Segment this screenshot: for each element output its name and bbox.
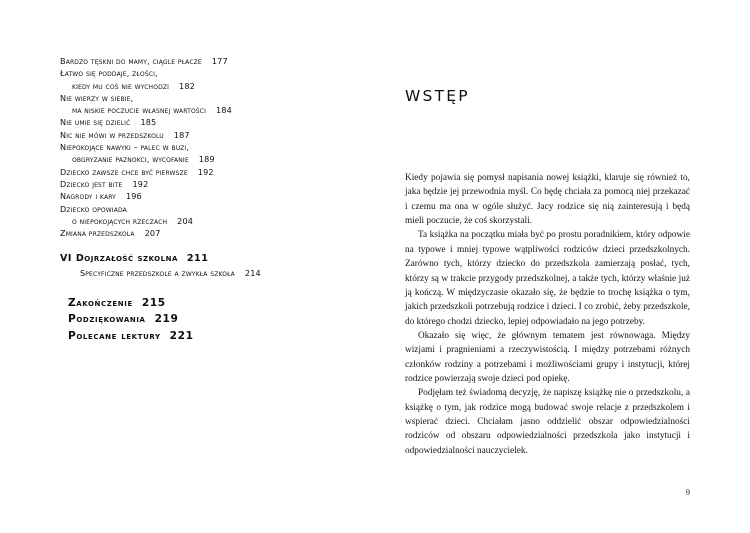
toc-item-page: 204 [177, 215, 194, 226]
toc-item-label: Dziecko jest bite [60, 178, 123, 189]
toc-item-page: 189 [198, 154, 215, 165]
toc-item-label: Nie umie się dzielić [60, 117, 131, 128]
toc-major-page: 215 [141, 297, 166, 310]
toc-section-header [60, 252, 347, 267]
toc-item-label: Dziecko opowiada [60, 203, 127, 214]
toc-major-page: 221 [169, 329, 194, 342]
toc-major-label: Zakończenie [68, 297, 133, 310]
paragraph: Kiedy pojawia się pomysł napisania nowej książki, klaruje się również to, jaka będzie jej przewodnia myśl. Co będę chciała za pomocą niej przekazać i czemu ma ona w ogóle służyć. Jacy rodzice się nią zainteresują i będą mieli poczucie, że coś skorzystali. [405, 173, 690, 227]
paragraph: Okazało się więc, że głównym tematem jest równowaga. Między wizjami i pragnieniami a rzeczywistością. I między potrzebami różnych członków rodziny a potrzebami i możliwościami grupy i instytucji, której rodzice powierzają swoje dzieci pod opiekę. [405, 330, 690, 385]
chapter-title: WSTĘP [405, 87, 470, 105]
right-page-introduction [375, 0, 750, 533]
toc-section-label: VI Dojrzałość szkolna [60, 253, 178, 265]
toc-item-label: Niepokojące nawyki – palec w buzi, [60, 142, 190, 153]
toc-item-page: 177 [211, 56, 228, 66]
toc-item-page: 192 [132, 178, 149, 189]
toc-item-label: ma niskie poczucie własnej wartości [72, 105, 207, 116]
toc-major-page: 219 [154, 313, 179, 326]
toc-item [60, 116, 347, 128]
toc-major-label: Podziękowania [68, 313, 146, 326]
toc-item-label: Nic nie mówi w przedszkolu [60, 129, 164, 140]
toc-item-page: 185 [140, 117, 157, 128]
paragraph: Podjęłam też świadomą decyzję, że napiszę książkę nie o przedszkolu, a książkę o tym, jak rodzice mogą budować swoje relacje z przedszkolem i wspierać dzieci. Chciałam jasno oddzielić obszar odpowiedzialności rodziców od obszaru odpowiedzialności przedszkola jako instytucji i odpowiedzialności nauczycielek. [405, 388, 690, 456]
toc-item-label: kiedy mu coś nie wychodzi [72, 80, 170, 91]
toc-major-item [68, 328, 347, 344]
toc-item-label: Zmiana przedszkola [60, 228, 135, 239]
toc-item [60, 129, 347, 141]
toc-item [80, 267, 347, 279]
paragraph: Ta książka na początku miała być po prostu poradnikiem, który odpowie na typowe i mniej typowe wątpliwości rodziców dzieci przedszkolnych. Zarówno tych, którzy dziecko do przedszkola zamierzają posłać, tych, którzy są w trakcie przygody przedszkolnej, a także tych, którzy właśnie już ją kończą. W międzyczasie okazało się, że będzie to trochę książka o tym, jakich przedszkoli potrzebują rodzice i dzieci. I co zrobić, żeby przedszkole, do którego chodzi dziecko, lepiej odpowiadało na jego potrzeby. [405, 230, 690, 327]
toc-item-page: 214 [244, 268, 261, 279]
toc-item-label: Specyficzne przedszkole a zwykła szkoła [80, 268, 235, 279]
toc-section-page: 211 [186, 253, 209, 265]
toc-item [72, 104, 347, 116]
toc-spacer [60, 239, 347, 252]
toc-item [60, 178, 347, 190]
toc-item-label: Bardzo tęskni do mamy, ciągle płacze [60, 56, 202, 66]
toc-item [72, 215, 347, 227]
toc-item [60, 203, 347, 215]
toc-item [60, 55, 347, 67]
toc-item-label: Dziecko zawsze chce być pierwsze [60, 166, 188, 177]
toc-item-label: obgryzanie paznokci, wycofanie [72, 154, 189, 165]
toc-item [60, 141, 347, 153]
toc-item [72, 153, 347, 165]
toc-item [60, 227, 347, 239]
toc-item-page: 182 [179, 80, 195, 91]
toc-item-label: o niepokojących rzeczach [72, 215, 168, 226]
toc-major-label: Polecane lektury [68, 329, 161, 342]
toc-item-page: 184 [216, 105, 232, 116]
page-number: 9 [685, 487, 690, 497]
toc-major-item [68, 295, 347, 311]
toc-major-item [68, 311, 347, 327]
toc-item [60, 166, 347, 178]
toc-spacer [60, 279, 347, 295]
toc-item [60, 67, 347, 79]
toc-item [60, 190, 347, 202]
toc-item-label: Nie wierzy w siebie, [60, 92, 134, 103]
toc-item-label: Łatwo się poddaje, złości, [60, 68, 158, 79]
toc-item-label: Nagrody i kary [60, 191, 116, 202]
toc-list [60, 55, 347, 344]
toc-item [60, 92, 347, 104]
body-text [405, 171, 690, 458]
toc-item-page: 207 [144, 228, 161, 239]
toc-item-page: 187 [173, 129, 190, 140]
toc-item-page: 192 [197, 166, 214, 177]
toc-item-page: 196 [125, 191, 142, 202]
toc-item [72, 80, 347, 92]
